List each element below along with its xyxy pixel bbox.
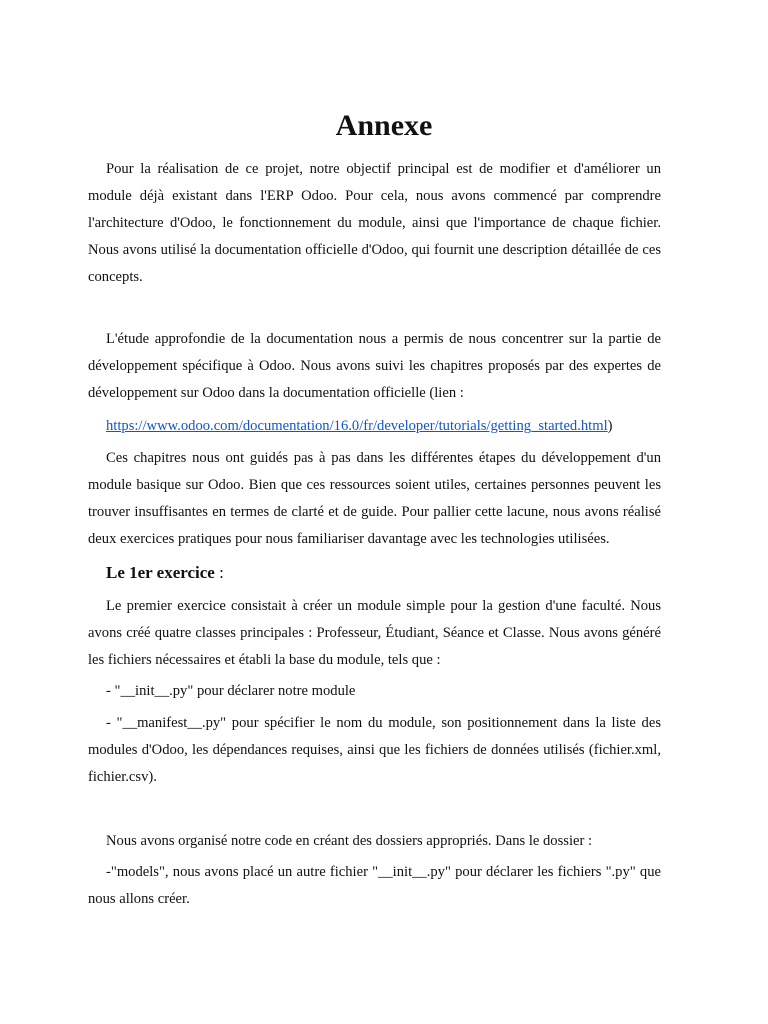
- bullet-manifest-file: - "__manifest__.py" pour spécifier le nom du module, son positionnement dans la liste des modules d'Odoo, les dépendances requises, ainsi que les fichiers de données utilisés (fichier.xml, fichier.csv).: [88, 715, 661, 785]
- documentation-link-line: [106, 413, 666, 440]
- intro-paragraph: Pour la réalisation de ce projet, notre objectif principal est de modifier et d'améliorer un module déjà existant dans l'ERP Odoo. Pour cela, nous avons commencé par comprendre l'architecture d'Odoo, le fonctionnement du module, ainsi que l'importance de chaque fichier. Nous avons utilisé la documentation officielle d'Odoo, qui fournit une description détaillée de ces concepts.: [88, 161, 661, 285]
- exercise-heading-label: Le 1er exercice: [106, 563, 215, 582]
- exercise-description: Le premier exercice consistait à créer un module simple pour la gestion d'une faculté. Nous avons créé quatre classes principales : Professeur, Étudiant, Séance et Classe. Nous avons généré les fichiers nécessaires et établi la base du module, tels que :: [88, 598, 661, 668]
- bullet-init-file: - "__init__.py" pour déclarer notre module: [106, 683, 356, 699]
- link-closing-paren: ): [607, 418, 613, 434]
- organisation-paragraph: Nous avons organisé notre code en créant des dossiers appropriés. Dans le dossier :: [106, 833, 593, 849]
- chapters-paragraph: Ces chapitres nous ont guidés pas à pas dans les différentes étapes du développement d'un module basique sur Odoo. Bien que ces ressources soient utiles, certaines personnes peuvent les trouver insuffisantes en termes de clarté et de guide. Pour pallier cette lacune, nous avons réalisé deux exercices pratiques pour nous familiariser davantage avec les technologies utilisées.: [88, 450, 661, 547]
- exercise-heading: [106, 559, 224, 586]
- models-folder-paragraph: -"models", nous avons placé un autre fichier "__init__.py" pour déclarer les fichiers ".py" que nous allons créer.: [88, 864, 661, 907]
- documentation-link[interactable]: https://www.odoo.com/documentation/16.0/fr/developer/tutorials/getting_started.html: [106, 418, 608, 434]
- exercise-heading-colon: :: [214, 563, 224, 582]
- page-title: Annexe: [335, 109, 433, 142]
- study-paragraph: L'étude approfondie de la documentation nous a permis de nous concentrer sur la partie de développement spécifique à Odoo. Nous avons suivi les chapitres proposés par des expertes de développement sur Odoo dans la documentation officielle (lien :: [88, 331, 661, 401]
